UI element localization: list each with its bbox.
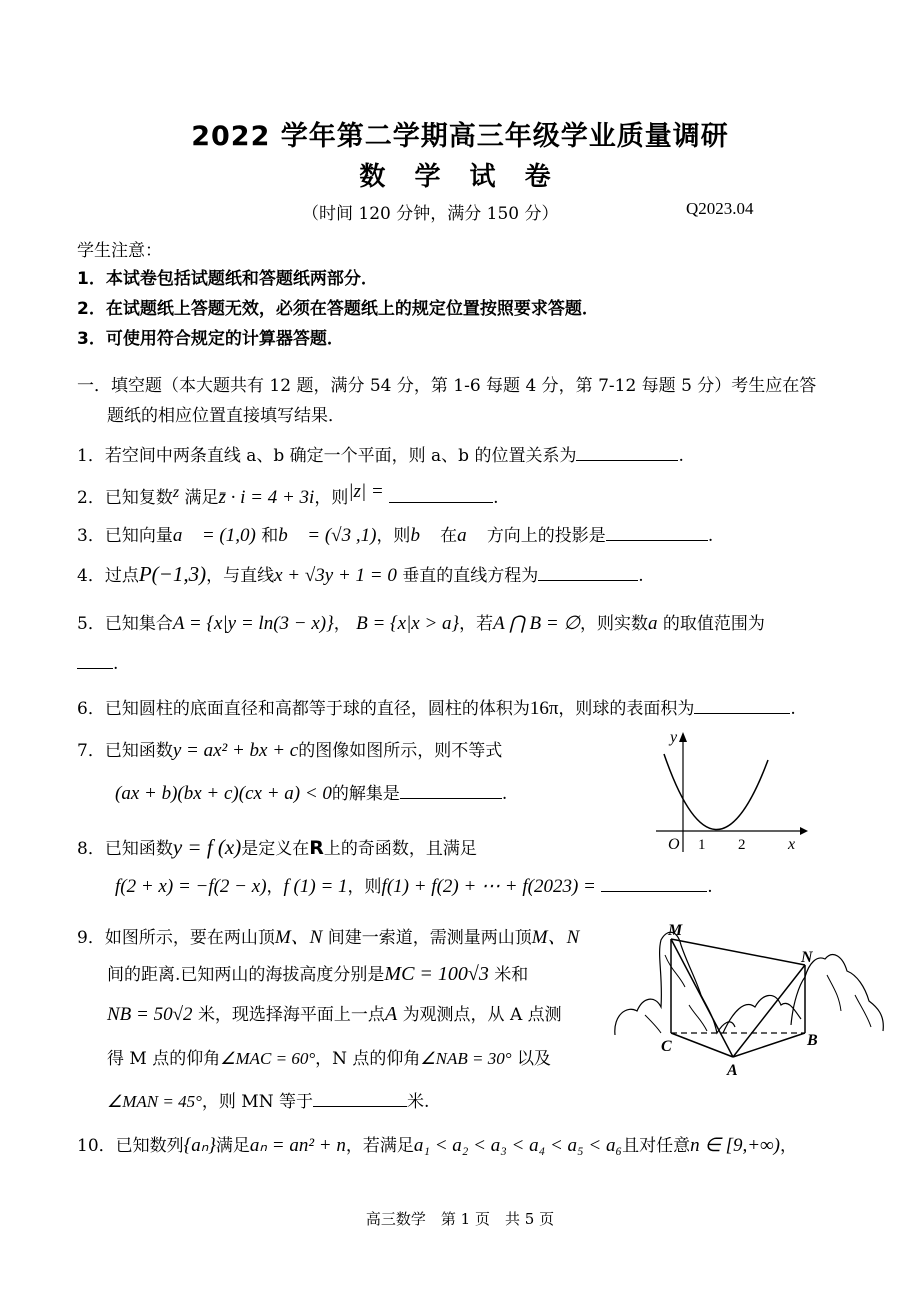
- q8-text: 8．已知函数: [77, 839, 173, 859]
- question-8: [77, 834, 477, 860]
- q8-then: ，则: [347, 877, 382, 897]
- exam-code: Q2023.04: [686, 199, 754, 218]
- q4-line-equation: x + √3y + 1 = 0: [274, 565, 397, 586]
- graph-y-label: y: [670, 729, 678, 746]
- notes-heading: 学生注意：: [77, 241, 162, 261]
- q9-end: 米.: [407, 1092, 430, 1112]
- q2-text3: ，则: [314, 488, 349, 508]
- graph-tick-1: 1: [698, 837, 706, 853]
- q9-mn2: M、N: [531, 927, 580, 948]
- q2-text: 2．已知复数: [77, 488, 173, 508]
- label-c: C: [661, 1038, 672, 1055]
- q10-sequence: {aₙ}: [183, 1135, 216, 1156]
- q9-text9: 以及: [516, 1049, 551, 1069]
- label-n: N: [801, 949, 813, 966]
- q3-vector-a: a⃗ = (1,0): [172, 525, 256, 546]
- q10-text4: 且对任意: [622, 1136, 691, 1156]
- q3-text: 3．已知向量: [77, 526, 173, 546]
- q5-comma: ，: [333, 614, 351, 634]
- q2-equation: z̄ · i = 4 + 3i: [218, 487, 315, 508]
- left-mountain-detail: [645, 955, 707, 1033]
- q3-vector-b2: b⃗: [410, 525, 435, 546]
- question-7-cont: [115, 779, 507, 805]
- x-axis-arrow: [800, 827, 808, 835]
- page-footer: 高三数学 第 1 页 共 5 页: [365, 1210, 555, 1228]
- question-9: [77, 922, 579, 949]
- q9-text2: 间建一索道，需测量两山顶: [327, 928, 532, 948]
- q8-reals: R: [309, 837, 324, 859]
- segment-ba: [733, 1033, 805, 1057]
- question-3: [77, 521, 713, 547]
- question-9-line5: [107, 1087, 429, 1112]
- section-instruction-cont: 题纸的相应位置直接填写结果．: [107, 406, 345, 426]
- note-item: 3．可使用符合规定的计算器答题．: [77, 329, 344, 349]
- segment-na: [733, 965, 805, 1057]
- answer-blank: [389, 488, 493, 503]
- q9-text: 9．如图所示，要在两山顶: [77, 928, 275, 948]
- section-instruction: 一．填空题（本大题共有 12 题，满分 54 分，第 1-6 每题 4 分，第 7-12 每题 5 分）考生应在答: [77, 376, 817, 396]
- parabola-curve: [664, 754, 768, 830]
- q5-condition: A ⋂ B = ∅: [493, 613, 580, 634]
- q9-mc: MC = 100√3: [384, 963, 489, 985]
- graph-x-label: x: [788, 836, 796, 853]
- q10-text3: ，若满足: [345, 1136, 414, 1156]
- q3-and: 和: [261, 526, 279, 546]
- q3-vector-a2: a⃗: [457, 525, 482, 546]
- q9-text10: ，则 MN 等于: [201, 1092, 313, 1112]
- q4-text3: 垂直的直线方程为: [402, 566, 539, 586]
- question-7: [77, 736, 502, 762]
- answer-blank: [400, 784, 502, 799]
- middle-hills: [723, 995, 801, 1033]
- graph-tick-2: 2: [738, 837, 746, 853]
- q8-condition-1: f(2 + x) = −f(2 − x): [115, 876, 267, 897]
- q8-comma: ，: [266, 877, 284, 897]
- q5-text: 5．已知集合: [77, 614, 173, 634]
- question-8-cont: [115, 872, 713, 898]
- q4-point: P(−1,3): [138, 562, 207, 586]
- segment-ma: [671, 939, 733, 1057]
- q9-angle-nab: ∠NAB = 30°: [420, 1049, 512, 1068]
- q3-end: .: [707, 526, 714, 546]
- question-10: [77, 1131, 797, 1157]
- q10-formula: aₙ = an² + n: [249, 1135, 346, 1156]
- q10-text2: 满足: [215, 1136, 250, 1156]
- y-axis-arrow: [679, 732, 687, 742]
- q7-text3: 的解集是: [331, 784, 400, 804]
- question-6: [77, 694, 796, 720]
- graph-origin-label: O: [668, 836, 680, 853]
- q9-nb: NB = 50√2: [107, 1004, 193, 1025]
- q8-end: .: [707, 877, 713, 897]
- q1-text: 1．若空间中两条直线 a、b 确定一个平面，则 a、b 的位置关系为: [77, 446, 577, 466]
- q4-end: .: [638, 566, 644, 586]
- q2-text2: 满足: [184, 488, 219, 508]
- q5-set-b: B = {x|x > a}: [356, 613, 460, 634]
- q10-chain: a₁ < a₂ < a₃ < a₄ < a₅ < a₆: [413, 1135, 623, 1156]
- q9-text8: ，N 点的仰角: [315, 1049, 421, 1069]
- q5-set-a: A = {x|y = ln(3 − x)}: [172, 613, 334, 634]
- q10-text: 10．已知数列: [77, 1136, 184, 1156]
- parabola-graph: [650, 722, 810, 862]
- answer-blank: [601, 877, 707, 892]
- q5-text3: 的取值范围为: [662, 614, 765, 634]
- q6-volume: 16π: [529, 698, 559, 719]
- question-5: [77, 609, 765, 635]
- note-item: 2．在试题纸上答题无效，必须在答题纸上的规定位置按照要求答题．: [77, 299, 599, 319]
- question-1: [77, 441, 684, 466]
- q6-end: .: [790, 699, 796, 719]
- q5-text2: ，则实数: [580, 614, 648, 634]
- q8-function: y = f (x): [172, 835, 242, 859]
- q1-end: .: [678, 446, 684, 466]
- label-b: B: [807, 1032, 818, 1049]
- answer-blank: [77, 654, 113, 669]
- q2-end: .: [493, 488, 499, 508]
- answer-blank: [606, 526, 708, 541]
- q4-text2: ，与直线: [206, 566, 275, 586]
- q5-if: ，若: [459, 614, 494, 634]
- exam-title: 2022 学年第二学期高三年级学业质量调研: [191, 121, 729, 152]
- mountain-figure: [605, 915, 890, 1085]
- question-2: [77, 481, 499, 509]
- q10-range: n ∈ [9,+∞): [690, 1135, 780, 1156]
- q7-inequality: (ax + b)(bx + c)(cx + a) < 0: [115, 783, 332, 804]
- q2-abs: |z| =: [348, 481, 384, 502]
- right-mountain-detail: [827, 975, 871, 1027]
- q8-sum: f(1) + f(2) + ⋯ + f(2023) =: [381, 876, 596, 897]
- q9-angle-mac: ∠MAC = 60°: [220, 1049, 316, 1068]
- q8-text2: 是定义在: [241, 839, 310, 859]
- question-5-answer: [77, 654, 118, 674]
- q9-angle-man: ∠MAN = 45°: [107, 1092, 202, 1111]
- question-9-line4: [107, 1044, 551, 1069]
- q7-end: .: [501, 784, 508, 804]
- answer-blank: [538, 566, 638, 581]
- q7-function: y = ax² + bx + c: [172, 740, 299, 761]
- q9-text4: 米和: [494, 965, 529, 985]
- label-m: M: [668, 922, 683, 939]
- q3-on: 在: [440, 526, 458, 546]
- q9-text6: 为观测点，从 A 点测: [402, 1005, 562, 1025]
- q7-text: 7．已知函数: [77, 741, 173, 761]
- segment-ca: [671, 1033, 733, 1057]
- q5-var-a: a: [648, 613, 658, 634]
- q3-vector-b: b⃗ = (√3 ,1): [278, 525, 377, 546]
- exam-subtitle: 数 学 试 卷: [359, 162, 561, 192]
- q10-end: ，: [779, 1136, 797, 1156]
- question-9-line2: [107, 960, 528, 986]
- q5-end: .: [113, 654, 119, 674]
- answer-blank: [694, 699, 790, 714]
- question-4: [77, 561, 644, 587]
- exam-meta: （时间 120 分钟，满分 150 分）: [302, 204, 559, 224]
- q9-text5: 米，现选择海平面上一点: [197, 1005, 385, 1025]
- q8-text3: 上的奇函数，且满足: [323, 839, 477, 859]
- question-9-line3: [107, 1000, 562, 1026]
- q9-text3: 间的距离.已知两山的海拔高度分别是: [107, 965, 385, 985]
- q3-then: ，则: [376, 526, 411, 546]
- q8-condition-2: f (1) = 1: [283, 876, 348, 897]
- q4-text: 4．过点: [77, 566, 139, 586]
- q7-text2: 的图像如图所示，则不等式: [298, 741, 503, 761]
- q9-text7: 得 M 点的仰角: [107, 1049, 221, 1069]
- label-a: A: [727, 1062, 738, 1079]
- q9-mn: M、N: [274, 927, 323, 948]
- q6-text2: ，则球的表面积为: [558, 699, 695, 719]
- q3-text2: 方向上的投影是: [486, 526, 606, 546]
- q9-point-a: A: [384, 1003, 398, 1025]
- q2-z: z: [172, 484, 180, 501]
- q6-text: 6．已知圆柱的底面直径和高都等于球的直径，圆柱的体积为: [77, 699, 530, 719]
- segment-mn: [671, 939, 805, 965]
- answer-blank: [576, 446, 678, 461]
- answer-blank: [313, 1092, 407, 1107]
- note-item: 1．本试卷包括试题纸和答题纸两部分．: [77, 269, 378, 289]
